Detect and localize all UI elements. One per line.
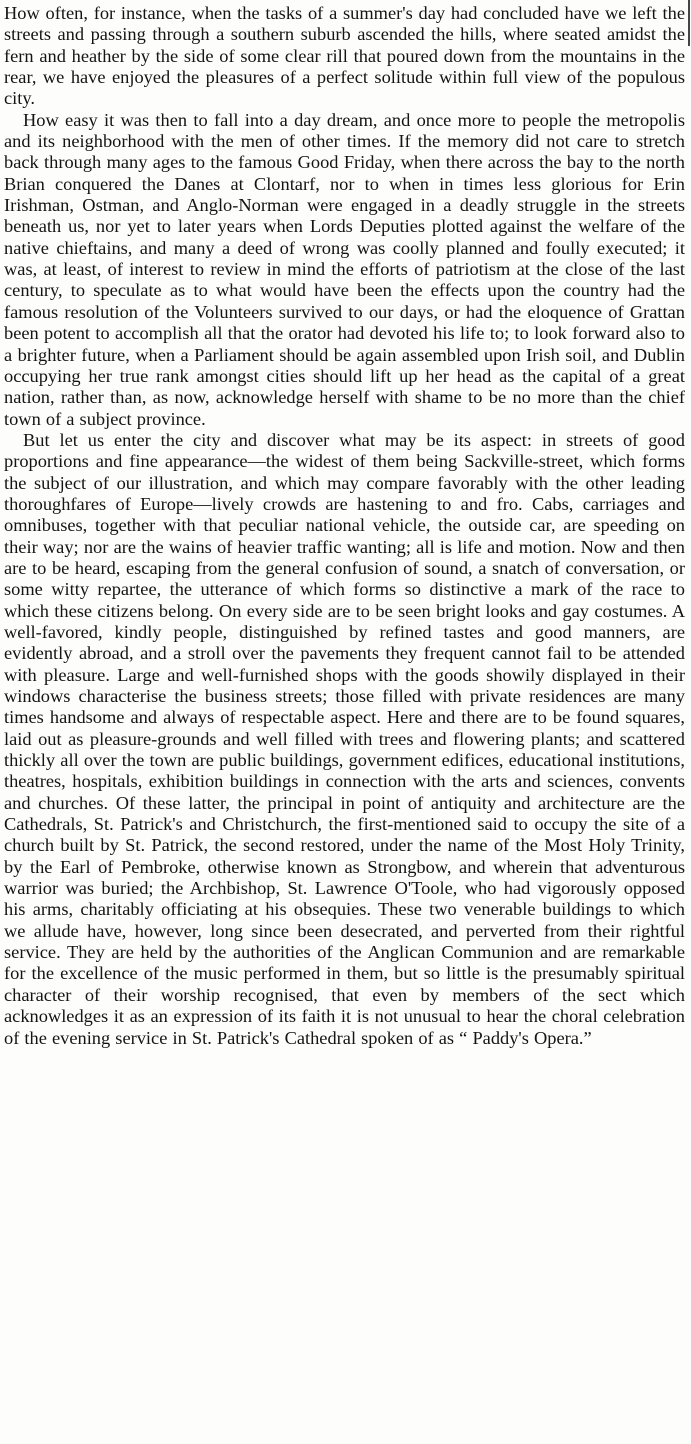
paragraph-city-aspect: But let us enter the city and discover what may be its aspect: in streets of good proportions and fine appearance—the widest of them being Sackville-street, which forms the subject of our illustration, and which may compare favorably with the other leading thoroughfares of Europe—lively crowds are hastening to and fro. Cabs, carriages and omnibuses, together with that peculiar national vehicle, the outside car, are speeding on their way; nor are the wains of heavier traffic wanting; all is life and motion. Now and then are to be heard, escaping from the general confusion of sound, a snatch of conversation, or some witty repartee, the utterance of which forms so distinctive a mark of the race to which these citizens belong. On every side are to be seen bright looks and gay costumes. A well-favored, kindly people, distinguished by refined tastes and good manners, are evidently abroad, and a stroll over the pavements they frequent cannot fail to be attended with pleasure. Large and well-furnished shops with the goods showily displayed in their windows characterise the business streets; those filled with private residences are many times handsome and always of respectable aspect. Here and there are to be found squares, laid out as pleasure-grounds and well filled with trees and flowering plants; and scattered thickly all over the town are public buildings, government edifices, educational institutions, theatres, hospitals, exhibition buildings in connection with the arts and sciences, convents and churches. Of these latter, the principal in point of antiquity and architecture are the Cathedrals, St. Patrick's and Christchurch, the first-mentioned said to occupy the site of a church built by St. Patrick, the second restored, under the name of the Most Holy Trinity, by the Earl of Pembroke, otherwise known as Strongbow, and wherein that adventurous warrior was buried; the Archbishop, St. Lawrence O'Toole, who had vigorously opposed his arms, charitably officiating at his obsequies. These two venerable buildings to which we allude have, however, long since been desecrated, and perverted from their rightful service. They are held by the authorities of the Anglican Communion and are remarkable for the excellence of the music performed in them, but so little is the presumably spiritual character of their worship recognised, that even by members of the sect which acknowledges it as an expression of its faith it is not unusual to hear the choral celebration of the evening service in St. Patrick's Cathedral spoken of as “ Paddy's Opera.” — [4, 429, 685, 1048]
paragraph-day-dream: How easy it was then to fall into a day dream, and once more to people the metropolis and its neighborhood with the men of other times. If the memory did not care to stretch back through many ages to the famous Good Friday, when there across the bay to the north Brian conquered the Danes at Clontarf, nor to when in times less glorious for Erin Irishman, Ostman, and Anglo-Norman were engaged in a deadly struggle in the streets beneath us, nor yet to later years when Lords Deputies plotted against the welfare of the native chieftains, and many a deed of wrong was coolly planned and foully executed; it was, at least, of interest to review in mind the efforts of patriotism at the close of the last century, to speculate as to what would have been the effects upon the country had the famous resolution of the Volunteers survived to our days, or had the eloquence of Grattan been potent to accomplish all that the orator had devoted his life to; to look forward also to a brighter future, when a Parliament should be again assembled upon Irish soil, and Dublin occupying her true rank amongst cities should lift up her head as the capital of a great nation, rather than, as now, acknowledge herself with shame to be no more than the chief town of a subject province. — [4, 109, 685, 429]
column-edge-mark — [688, 0, 690, 46]
paragraph-summer-solitude: How often, for instance, when the tasks of a summer's day had concluded have we left the streets and passing through a southern suburb ascended the hills, where seated amidst the fern and heather by the side of some clear rill that poured down from the mountains in the rear, we have enjoyed the pleasures of a perfect solitude within full view of the populous city. — [4, 3, 685, 109]
